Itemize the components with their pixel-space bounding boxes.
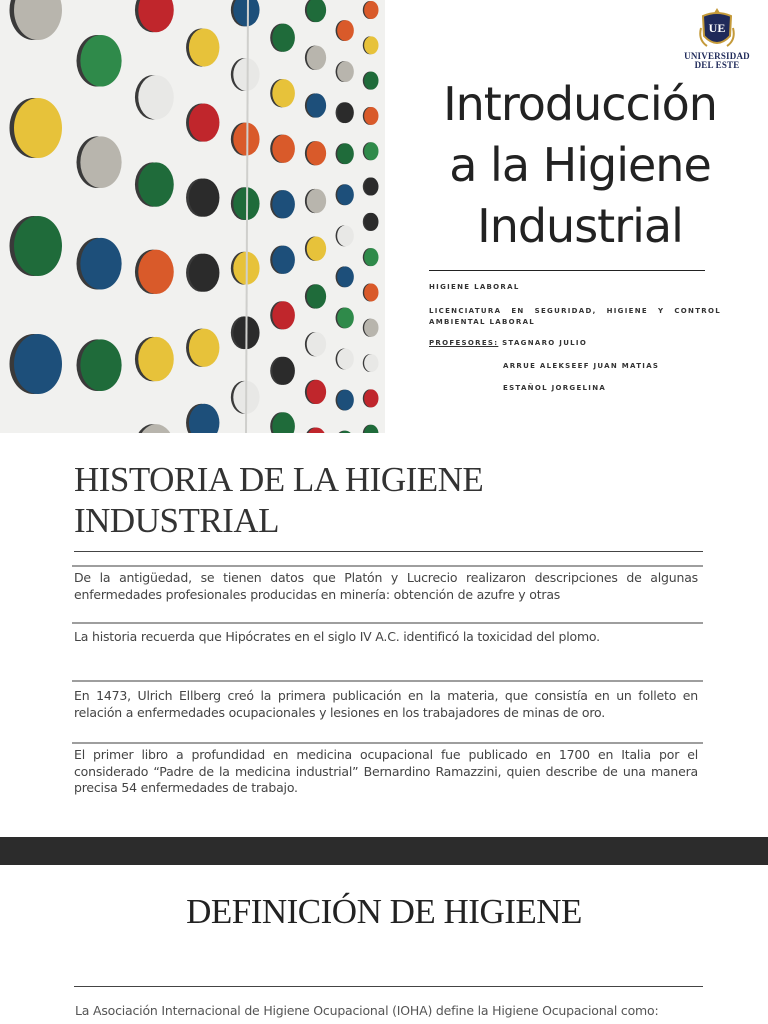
wall-hole: [363, 354, 379, 372]
wall-hole: [186, 179, 219, 217]
professor-2: ARRUE ALEKSEEF JUAN MATIAS: [503, 362, 660, 370]
wall-hole: [336, 143, 354, 164]
paragraph-accent-bar: [72, 680, 703, 682]
wall-hole: [336, 20, 354, 41]
cover-title-line-3: Industrial: [477, 199, 683, 253]
wall-hole: [186, 104, 219, 142]
history-paragraph-2: La historia recuerda que Hipócrates en el siglo IV A.C. identificó la toxicidad del plomo.: [74, 629, 600, 644]
professors-label: PROFESORES:: [429, 339, 499, 347]
wall-hole: [336, 102, 354, 123]
history-paragraph-4: El primer libro a profundidad en medicina ocupacional fue publicado en 1700 en Italia por el considerado “Padre de la medicina industrial” Bernardino Ramazzini, quien describe de una manera precisa 54 enfermedades de trabajo.: [74, 747, 698, 795]
university-logo: [682, 6, 752, 70]
wall-hole: [231, 58, 260, 91]
logo-name-line-1: UNIVERSIDAD: [684, 51, 750, 61]
wall-hole: [76, 136, 121, 188]
history-paragraph-1: De la antigüedad, se tienen datos que Platón y Lucrecio realizaron descripciones de algunas enfermedades profesionales producidas en minería: obtención de azufre y otras: [74, 570, 698, 602]
wall-hole: [363, 107, 379, 125]
cover-title-line-1: Introducción: [443, 77, 717, 131]
wall-hole: [336, 349, 354, 370]
crest-emblem-text: UE: [708, 21, 726, 35]
cover-title: [430, 74, 730, 257]
wall-hole: [10, 216, 63, 276]
cover-divider: [429, 270, 705, 271]
paragraph-accent-bar: [72, 622, 703, 624]
wall-hole: [336, 184, 354, 205]
wall-hole: [305, 189, 326, 213]
wall-hole: [305, 46, 326, 70]
slide-separator: [0, 837, 768, 865]
cover-subject: HIGIENE LABORAL: [429, 283, 520, 291]
history-heading: [74, 459, 634, 541]
wall-hole: [186, 28, 219, 66]
definition-slide: [0, 865, 768, 1024]
wall-hole: [186, 329, 219, 367]
wall-hole: [10, 334, 63, 394]
professor-1: STAGNARO JULIO: [502, 339, 588, 347]
wall-hole: [363, 36, 379, 54]
wall-hole: [336, 307, 354, 328]
wall-hole: [76, 35, 121, 87]
wall-hole: [270, 246, 295, 274]
wall-hole: [305, 284, 326, 308]
wall-hole: [270, 135, 295, 163]
wall-hole: [270, 190, 295, 218]
professor-3: ESTAÑOL JORGELINA: [503, 384, 607, 392]
logo-name-line-2: DEL ESTE: [694, 60, 740, 70]
wall-hole: [270, 357, 295, 385]
wall-hole: [231, 252, 260, 285]
cover-photo: [0, 0, 385, 433]
history-heading-line-1: HISTORIA DE LA HIGIENE: [74, 460, 484, 499]
wall-hole: [135, 75, 174, 119]
wall-hole: [305, 0, 326, 22]
definition-heading: DEFINICIÓN DE HIGIENE: [186, 892, 582, 931]
definition-paragraph: La Asociación Internacional de Higiene Ocupacional (IOHA) define la Higiene Ocupacional como:: [75, 1003, 659, 1018]
history-heading-line-2: INDUSTRIAL: [74, 501, 279, 540]
wall-hole: [76, 339, 121, 391]
cover-professors-row: [429, 339, 587, 347]
wall-hole: [305, 237, 326, 261]
wall-hole: [76, 238, 121, 290]
cover-title-line-2: a la Higiene: [449, 138, 711, 192]
wall-hole: [336, 61, 354, 82]
wall-hole: [10, 98, 63, 158]
wall-hole: [231, 316, 260, 349]
wall-hole: [305, 380, 326, 404]
wall-hole: [270, 79, 295, 107]
wall-hole: [270, 24, 295, 52]
wall-hole: [135, 250, 174, 294]
wall-hole: [363, 283, 379, 301]
wall-hole: [135, 337, 174, 381]
definition-divider: [74, 986, 703, 987]
cover-slide: [0, 0, 768, 433]
wall-hole: [336, 225, 354, 246]
history-divider: [74, 551, 703, 552]
wall-hole: [336, 266, 354, 287]
wall-hole: [363, 178, 379, 196]
wall-hole: [305, 93, 326, 117]
perforated-wall-image: [0, 0, 385, 433]
wall-hole: [135, 162, 174, 206]
wall-hole: [363, 389, 379, 407]
paragraph-accent-bar: [72, 565, 703, 567]
cover-degree: LICENCIATURA EN SEGURIDAD, HIGIENE Y CONTROL AMBIENTAL LABORAL: [429, 307, 721, 326]
wall-hole: [305, 332, 326, 356]
wall-hole: [186, 254, 219, 292]
wall-hole: [305, 141, 326, 165]
wall-hole: [363, 1, 379, 19]
paragraph-accent-bar: [72, 742, 703, 744]
wall-hole: [270, 301, 295, 329]
wall-hole: [363, 213, 379, 231]
wall-hole: [363, 319, 379, 337]
wall-hole: [336, 390, 354, 411]
wall-hole: [363, 248, 379, 266]
history-paragraph-3: En 1473, Ulrich Ellberg creó la primera publicación en la materia, que consistía en un folleto en relación a enfermedades ocupacionales y lesiones en los trabajadores de minas de oro.: [74, 688, 698, 720]
wall-hole: [363, 142, 379, 160]
wall-hole: [231, 187, 260, 220]
university-crest-icon: [697, 6, 737, 52]
wall-hole: [363, 72, 379, 90]
wall-hole: [231, 123, 260, 156]
history-slide: [0, 433, 768, 837]
